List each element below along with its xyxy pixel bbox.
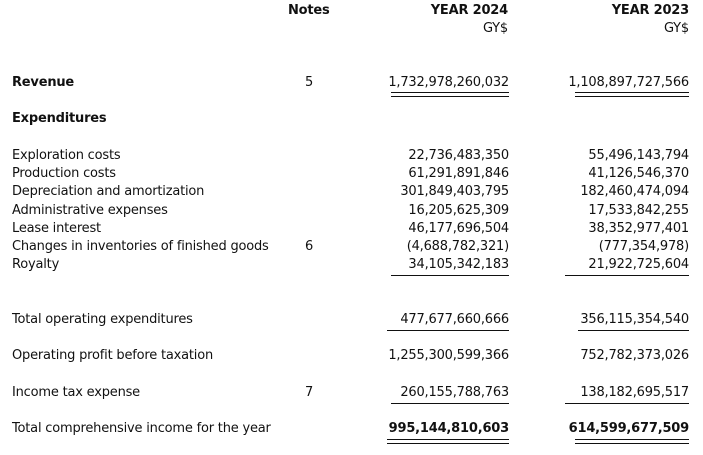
exploration-costs-2023: 55,496,143,794 [588, 148, 689, 163]
subtotal-2023-rule [565, 275, 689, 276]
administrative-expenses-2023: 17,533,842,255 [588, 203, 689, 218]
inventories-change-label: Changes in inventories of finished goods [12, 239, 269, 254]
inventories-change-2024: (4,688,782,321) [406, 239, 509, 254]
exploration-costs-2024: 22,736,483,350 [408, 148, 509, 163]
operating-profit-2023: 752,782,373,026 [580, 348, 689, 363]
year-2024-header: YEAR 2024 [430, 3, 508, 18]
administrative-expenses-2024: 16,205,625,309 [408, 203, 509, 218]
revenue-2023-value: 1,108,897,727,566 [568, 75, 689, 90]
royalty-label: Royalty [12, 257, 60, 272]
lease-interest-2024: 46,177,696,504 [408, 221, 509, 236]
subtotal-2024-rule [391, 275, 509, 276]
expenditures-heading: Expenditures [12, 111, 107, 126]
operating-profit-label: Operating profit before taxation [12, 348, 214, 363]
income-tax-2023: 138,182,695,517 [580, 385, 689, 400]
revenue-note: 5 [304, 75, 314, 90]
currency-2024-label: GY$ [482, 21, 508, 36]
income-tax-2024-rule [391, 403, 509, 404]
royalty-2024: 34,105,342,183 [408, 257, 509, 272]
lease-interest-label: Lease interest [12, 221, 101, 236]
exploration-costs-label: Exploration costs [12, 148, 121, 163]
total-income-2023: 614,599,677,509 [568, 421, 689, 436]
operating-profit-2024: 1,255,300,599,366 [388, 348, 509, 363]
depreciation-2023: 182,460,474,094 [580, 184, 689, 199]
total-opex-2023: 356,115,354,540 [580, 312, 689, 327]
total-income-2023-double-rule [575, 439, 689, 444]
total-opex-2024-rule [387, 330, 509, 331]
total-income-2024-double-rule [387, 439, 509, 444]
total-opex-label: Total operating expenditures [12, 312, 193, 327]
inventories-change-note: 6 [304, 239, 314, 254]
income-tax-label: Income tax expense [12, 385, 140, 400]
royalty-2023: 21,922,725,604 [588, 257, 689, 272]
currency-2023-label: GY$ [663, 21, 689, 36]
income-tax-2023-rule [565, 403, 689, 404]
notes-column-header: Notes [288, 3, 330, 18]
revenue-2024-underline [391, 92, 509, 97]
production-costs-label: Production costs [12, 166, 116, 181]
revenue-2024-value: 1,732,978,260,032 [388, 75, 509, 90]
production-costs-2024: 61,291,891,846 [408, 166, 509, 181]
total-opex-2024: 477,677,660,666 [400, 312, 509, 327]
income-tax-2024: 260,155,788,763 [400, 385, 509, 400]
income-tax-note: 7 [304, 385, 314, 400]
depreciation-2024: 301,849,403,795 [400, 184, 509, 199]
revenue-label: Revenue [12, 75, 75, 90]
total-income-2024: 995,144,810,603 [388, 421, 509, 436]
administrative-expenses-label: Administrative expenses [12, 203, 168, 218]
depreciation-label: Depreciation and amortization [12, 184, 205, 199]
lease-interest-2023: 38,352,977,401 [588, 221, 689, 236]
production-costs-2023: 41,126,546,370 [588, 166, 689, 181]
total-income-label: Total comprehensive income for the year [12, 421, 271, 436]
year-2023-header: YEAR 2023 [611, 3, 689, 18]
revenue-2023-underline [575, 92, 689, 97]
total-opex-2023-rule [578, 330, 689, 331]
inventories-change-2023: (777,354,978) [598, 239, 689, 254]
